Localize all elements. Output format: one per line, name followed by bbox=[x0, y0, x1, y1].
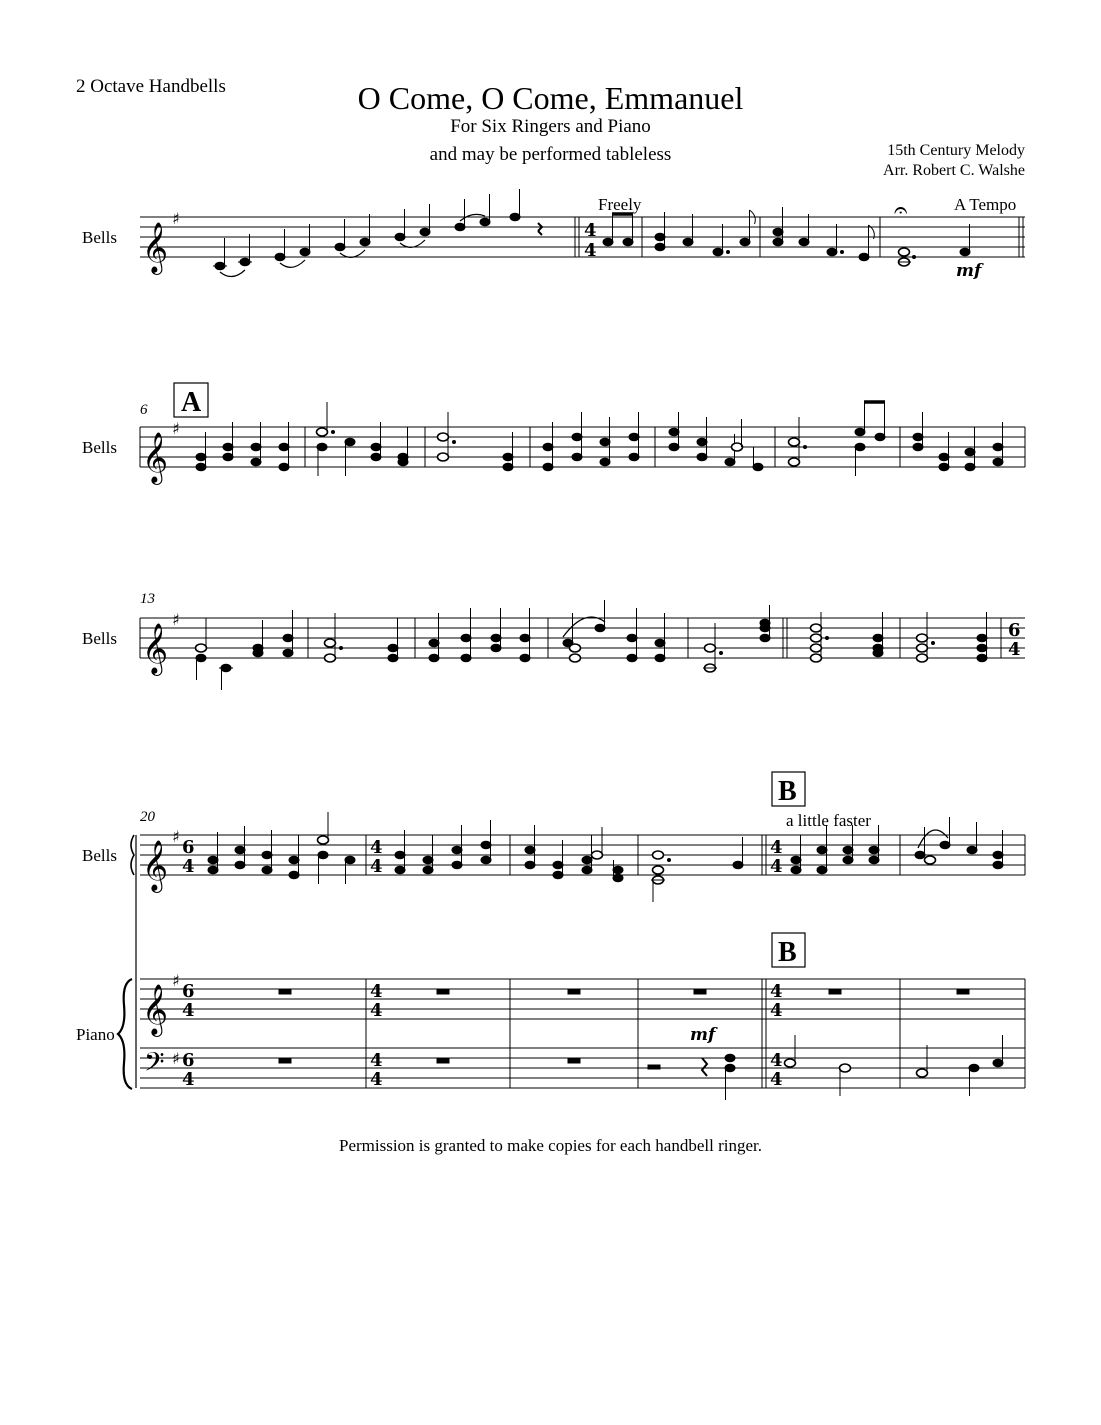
treble-clef-icon: 𝄞 bbox=[142, 984, 169, 1035]
time-sig-bottom: 4 bbox=[1008, 639, 1021, 660]
dynamic-mf: mf bbox=[690, 1025, 716, 1045]
time-sig-bottom: 4 bbox=[370, 856, 383, 877]
system-4 bbox=[76, 772, 1025, 1100]
instrumentation-label: 2 Octave Handbells bbox=[76, 76, 226, 97]
measure-number: 6 bbox=[140, 402, 148, 418]
time-sig-top: 4 bbox=[770, 981, 783, 1002]
piano-brace bbox=[118, 979, 132, 1089]
rehearsal-mark-b: B bbox=[778, 937, 797, 968]
staff-label-bells: Bells bbox=[82, 846, 117, 865]
time-sig-bottom: 4 bbox=[584, 240, 597, 261]
time-sig-top: 4 bbox=[370, 837, 383, 858]
system-2 bbox=[82, 383, 1025, 485]
time-sig-top: 4 bbox=[370, 1050, 383, 1071]
piano-rests-notes bbox=[279, 989, 1003, 1100]
key-signature-sharp: ♯ bbox=[172, 419, 180, 438]
chords-sys4-bells bbox=[208, 812, 366, 884]
time-sig-bottom: 4 bbox=[770, 1069, 783, 1090]
key-signature-sharp: ♯ bbox=[172, 827, 180, 846]
time-sig-top: 6 bbox=[182, 1050, 195, 1071]
staff-lines bbox=[140, 217, 1025, 257]
staff-label-bells: Bells bbox=[82, 228, 117, 247]
system-1 bbox=[82, 189, 1025, 281]
chords-sys2 bbox=[196, 402, 1003, 476]
staff-lines bbox=[140, 618, 1025, 658]
bass-clef-icon: 𝄢 bbox=[144, 1046, 165, 1084]
tempo-a-little-faster: a little faster bbox=[786, 811, 871, 830]
dynamic-mf: mf bbox=[956, 261, 982, 281]
treble-clef-icon: 𝄞 bbox=[142, 222, 169, 273]
treble-clef-icon: 𝄞 bbox=[142, 432, 169, 483]
key-signature-sharp: ♯ bbox=[172, 971, 180, 990]
piano-staff bbox=[76, 933, 1025, 1100]
time-sig-top: 6 bbox=[1008, 620, 1021, 641]
staff-label-piano: Piano bbox=[76, 1025, 115, 1044]
staff-label-bells: Bells bbox=[82, 438, 117, 457]
rehearsal-mark-b: B bbox=[778, 776, 797, 807]
time-sig-bottom: 4 bbox=[770, 856, 783, 877]
time-sig-top: 4 bbox=[770, 1050, 783, 1071]
chords-sys4-bells-b bbox=[395, 820, 766, 902]
composer-credit: 15th Century Melody bbox=[887, 142, 1025, 159]
time-sig-top: 6 bbox=[182, 837, 195, 858]
measure-number: 13 bbox=[140, 591, 155, 607]
time-sig-top: 4 bbox=[770, 837, 783, 858]
staff-lines bbox=[140, 427, 1025, 467]
fermata-icon: 𝄐 bbox=[894, 196, 908, 224]
system-3 bbox=[82, 591, 1025, 690]
key-signature-sharp: ♯ bbox=[172, 1049, 180, 1068]
time-sig-top: 4 bbox=[370, 981, 383, 1002]
chords-sys3 bbox=[196, 600, 1002, 690]
time-sig-bottom: 4 bbox=[370, 1069, 383, 1090]
bells-brace bbox=[131, 835, 134, 875]
key-signature-sharp: ♯ bbox=[172, 209, 180, 228]
permission-note: Permission is granted to make copies for each handbell ringer. bbox=[339, 1136, 762, 1155]
tempo-freely: Freely bbox=[598, 195, 642, 214]
time-sig-bottom: 4 bbox=[182, 856, 195, 877]
warmup-notes bbox=[213, 189, 542, 277]
time-sig-top: 4 bbox=[584, 220, 597, 241]
staff-label-bells: Bells bbox=[82, 629, 117, 648]
arranger-credit: Arr. Robert C. Walshe bbox=[883, 162, 1025, 179]
time-sig-bottom: 4 bbox=[182, 1069, 195, 1090]
piece-title: O Come, O Come, Emmanuel bbox=[357, 80, 744, 116]
subtitle-line-1: For Six Ringers and Piano bbox=[450, 116, 651, 137]
time-sig-bottom: 4 bbox=[370, 1000, 383, 1021]
subtitle-line-2: and may be performed tableless bbox=[429, 144, 672, 165]
measure-number: 20 bbox=[140, 809, 155, 825]
staff-lines bbox=[140, 979, 1025, 1088]
key-signature-sharp: ♯ bbox=[172, 610, 180, 629]
tempo-a-tempo: A Tempo bbox=[954, 195, 1017, 214]
treble-clef-icon: 𝄞 bbox=[142, 840, 169, 891]
rehearsal-mark-a: A bbox=[181, 387, 202, 418]
treble-clef-icon: 𝄞 bbox=[142, 623, 169, 674]
time-sig-bottom: 4 bbox=[770, 1000, 783, 1021]
time-sig-top: 6 bbox=[182, 981, 195, 1002]
time-sig-bottom: 4 bbox=[182, 1000, 195, 1021]
